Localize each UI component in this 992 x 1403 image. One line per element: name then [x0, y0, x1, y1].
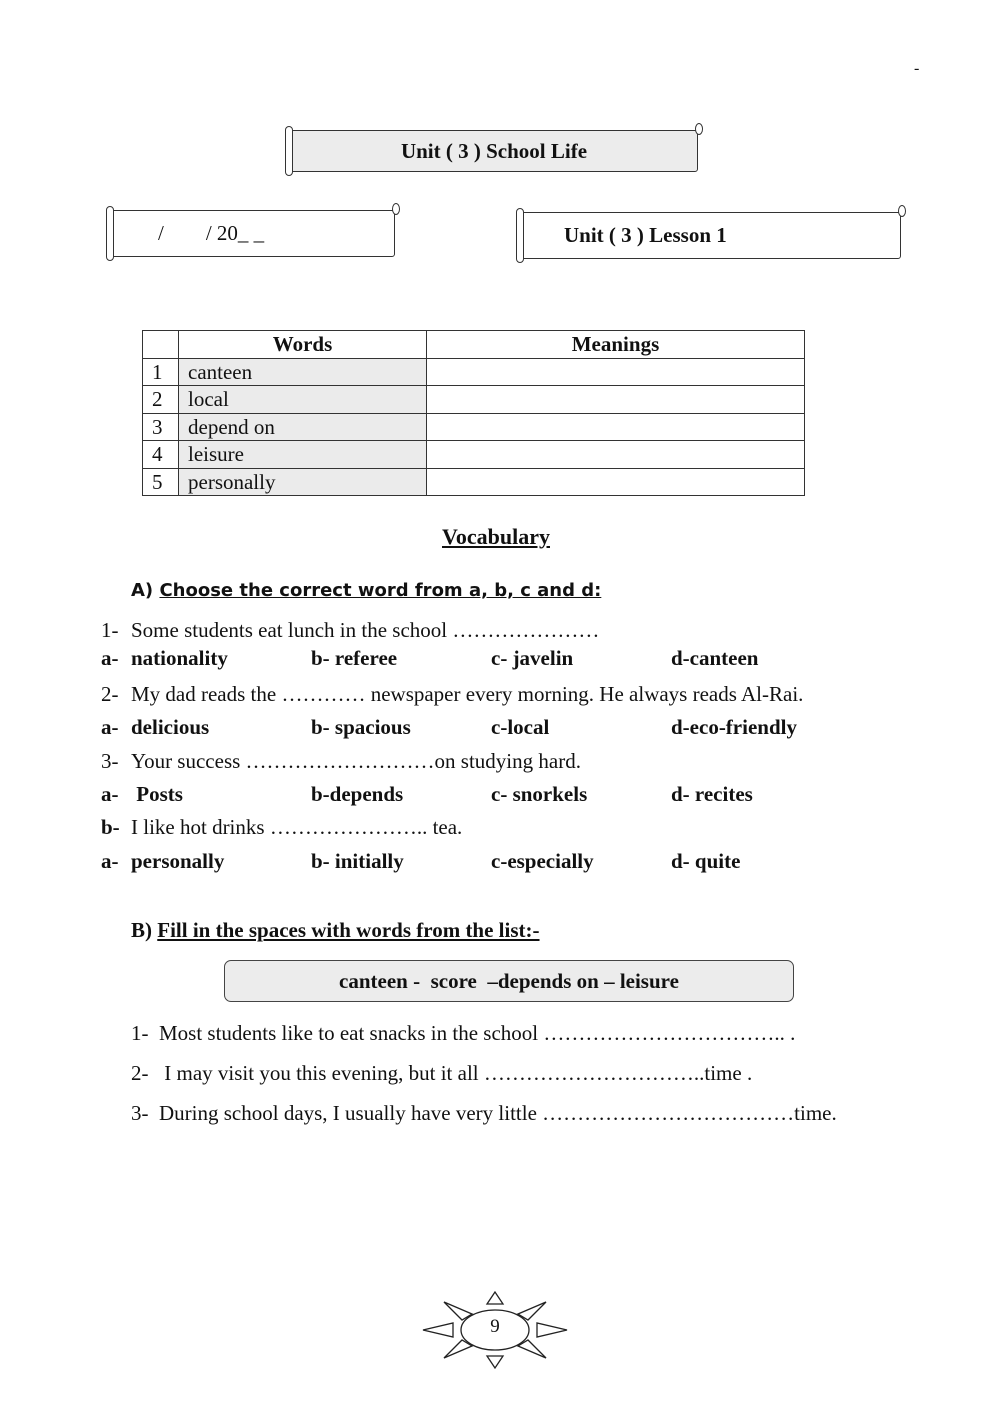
table-row [143, 386, 805, 414]
table-row [143, 413, 805, 441]
row-number: 2 [143, 386, 179, 414]
corner-mark: - [914, 60, 920, 77]
question-2 [101, 682, 803, 707]
question-number: 3- [101, 749, 119, 773]
table-row [143, 468, 805, 496]
option-a[interactable]: delicious [131, 715, 210, 739]
row-word: leisure [179, 441, 427, 469]
row-number: 1 [143, 358, 179, 386]
row-word: personally [179, 468, 427, 496]
row-word: depend on [179, 413, 427, 441]
table-row [143, 441, 805, 469]
question-number: 2- [101, 682, 119, 706]
option-b[interactable]: b-depends [311, 782, 404, 806]
row-meaning[interactable] [427, 413, 805, 441]
section-a-label: A) [131, 580, 154, 601]
fill-sentence-2: 2- I may visit you this evening, but it all …………………………..time . [131, 1061, 753, 1085]
option-key: a- [101, 715, 119, 739]
option-key: a- [101, 782, 119, 806]
table-header-row [143, 331, 805, 359]
option-a[interactable]: nationality [131, 646, 228, 670]
row-meaning[interactable] [427, 386, 805, 414]
table-row [143, 358, 805, 386]
section-b-heading [131, 918, 540, 943]
option-key: a- [101, 849, 119, 873]
unit-title-banner [290, 130, 698, 172]
header-meanings: Meanings [427, 331, 805, 359]
date-field: / / 20_ _ [158, 221, 265, 245]
option-c[interactable]: c-especially [491, 849, 594, 873]
row-number: 4 [143, 441, 179, 469]
row-word: canteen [179, 358, 427, 386]
question-text: Some students eat lunch in the school ………………… [131, 618, 600, 642]
fill-sentence-1: 1- Most students like to eat snacks in the school …………………………….. . [131, 1021, 796, 1045]
question-text: My dad reads the ………… newspaper every morning. He always reads Al-Rai. [131, 682, 804, 706]
options-2 [101, 715, 797, 740]
question-text: Your success ………………………on studying hard. [131, 749, 581, 773]
row-meaning[interactable] [427, 468, 805, 496]
word-list: canteen - score –depends on – leisure [339, 968, 679, 993]
option-a[interactable]: personally [131, 849, 225, 873]
option-d[interactable]: d- recites [671, 782, 753, 806]
question-text: I like hot drinks ………………….. tea. [131, 815, 463, 839]
row-number: 5 [143, 468, 179, 496]
section-b-label: B) [131, 918, 152, 942]
option-d[interactable]: d-canteen [671, 646, 759, 670]
page-number: 9 [490, 1316, 500, 1337]
question-3 [101, 749, 581, 774]
option-c[interactable]: c- snorkels [491, 782, 588, 806]
option-a[interactable]: Posts [131, 782, 183, 806]
question-number: b- [101, 815, 120, 839]
date-banner [111, 210, 395, 257]
option-c[interactable]: c- javelin [491, 646, 574, 670]
vocabulary-table [142, 330, 805, 496]
section-a-title: Choose the correct word from a, b, c and d: [159, 580, 602, 601]
vocabulary-heading: Vocabulary [442, 524, 550, 549]
sun-ray [537, 1323, 567, 1337]
sun-ray [487, 1292, 503, 1304]
option-b[interactable]: b- spacious [311, 715, 411, 739]
option-b[interactable]: b- initially [311, 849, 404, 873]
option-c[interactable]: c-local [491, 715, 550, 739]
header-number [143, 331, 179, 359]
fill-sentence-3: 3- During school days, I usually have very little ………………………………time. [131, 1101, 837, 1125]
row-meaning[interactable] [427, 358, 805, 386]
option-key: a- [101, 646, 119, 670]
options-1 [101, 646, 759, 671]
option-d[interactable]: d-eco-friendly [671, 715, 797, 739]
header-words: Words [179, 331, 427, 359]
row-word: local [179, 386, 427, 414]
question-4 [101, 815, 462, 840]
word-list-box [224, 960, 794, 1002]
section-a-heading [131, 580, 601, 601]
option-b[interactable]: b- referee [311, 646, 398, 670]
options-3 [101, 782, 753, 807]
lesson-title: Unit ( 3 ) Lesson 1 [564, 223, 727, 247]
row-number: 3 [143, 413, 179, 441]
row-meaning[interactable] [427, 441, 805, 469]
options-4 [101, 849, 740, 874]
sun-ray [487, 1356, 503, 1368]
sun-ray [423, 1323, 453, 1337]
option-d[interactable]: d- quite [671, 849, 741, 873]
question-1 [101, 618, 599, 643]
unit-title: Unit ( 3 ) School Life [400, 138, 588, 163]
lesson-banner [521, 212, 901, 259]
section-b-title: Fill in the spaces with words from the list:- [157, 918, 540, 942]
question-number: 1- [101, 618, 119, 642]
